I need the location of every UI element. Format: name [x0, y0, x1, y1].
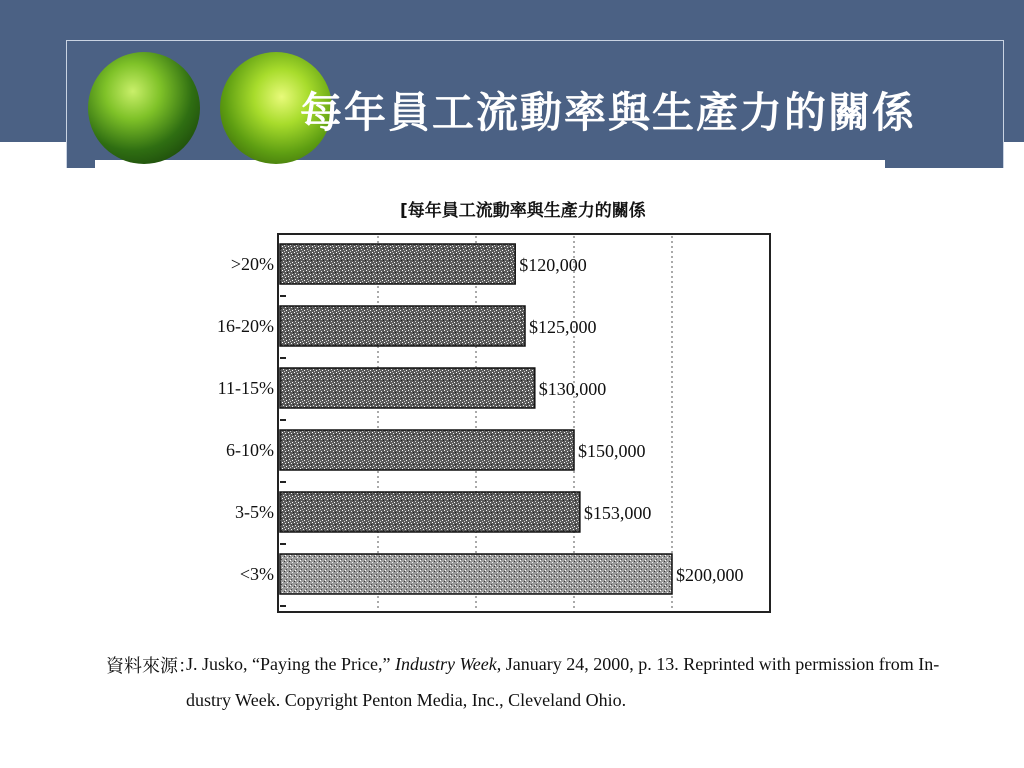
value-label: $153,000 — [583, 503, 652, 523]
chart-title: [每年員工流動率與生產力的關係 — [400, 201, 646, 221]
slide-title: 每年員工流動率與生產力的關係 — [300, 88, 917, 137]
category-label: 3-5% — [235, 502, 274, 522]
source-line-1 — [186, 654, 939, 675]
bar — [280, 306, 525, 346]
bar — [280, 492, 580, 532]
source-author: J. Jusko, “Paying the Price,” — [186, 654, 395, 674]
category-label: >20% — [230, 254, 274, 274]
bar — [280, 554, 672, 594]
source-detail: , January 24, 2000, p. 13. Reprinted with permission from In- — [496, 654, 940, 674]
value-label: $130,000 — [538, 379, 607, 399]
category-label: <3% — [239, 564, 274, 584]
plot-area — [217, 234, 770, 612]
value-label: $125,000 — [529, 317, 597, 337]
value-label: $120,000 — [519, 255, 587, 275]
source-line-2: dustry Week. Copyright Penton Media, Inc., Cleveland Ohio. — [186, 690, 627, 710]
category-label: 16-20% — [217, 316, 274, 336]
source-label: 資料來源： — [106, 656, 196, 676]
bar — [280, 244, 515, 284]
bar — [280, 368, 535, 408]
value-label: $150,000 — [578, 441, 646, 461]
bar — [280, 430, 574, 470]
value-label: $200,000 — [676, 565, 744, 585]
category-label: 6-10% — [226, 440, 274, 460]
source-journal: Industry Week — [394, 654, 497, 674]
category-label: 11-15% — [217, 378, 274, 398]
